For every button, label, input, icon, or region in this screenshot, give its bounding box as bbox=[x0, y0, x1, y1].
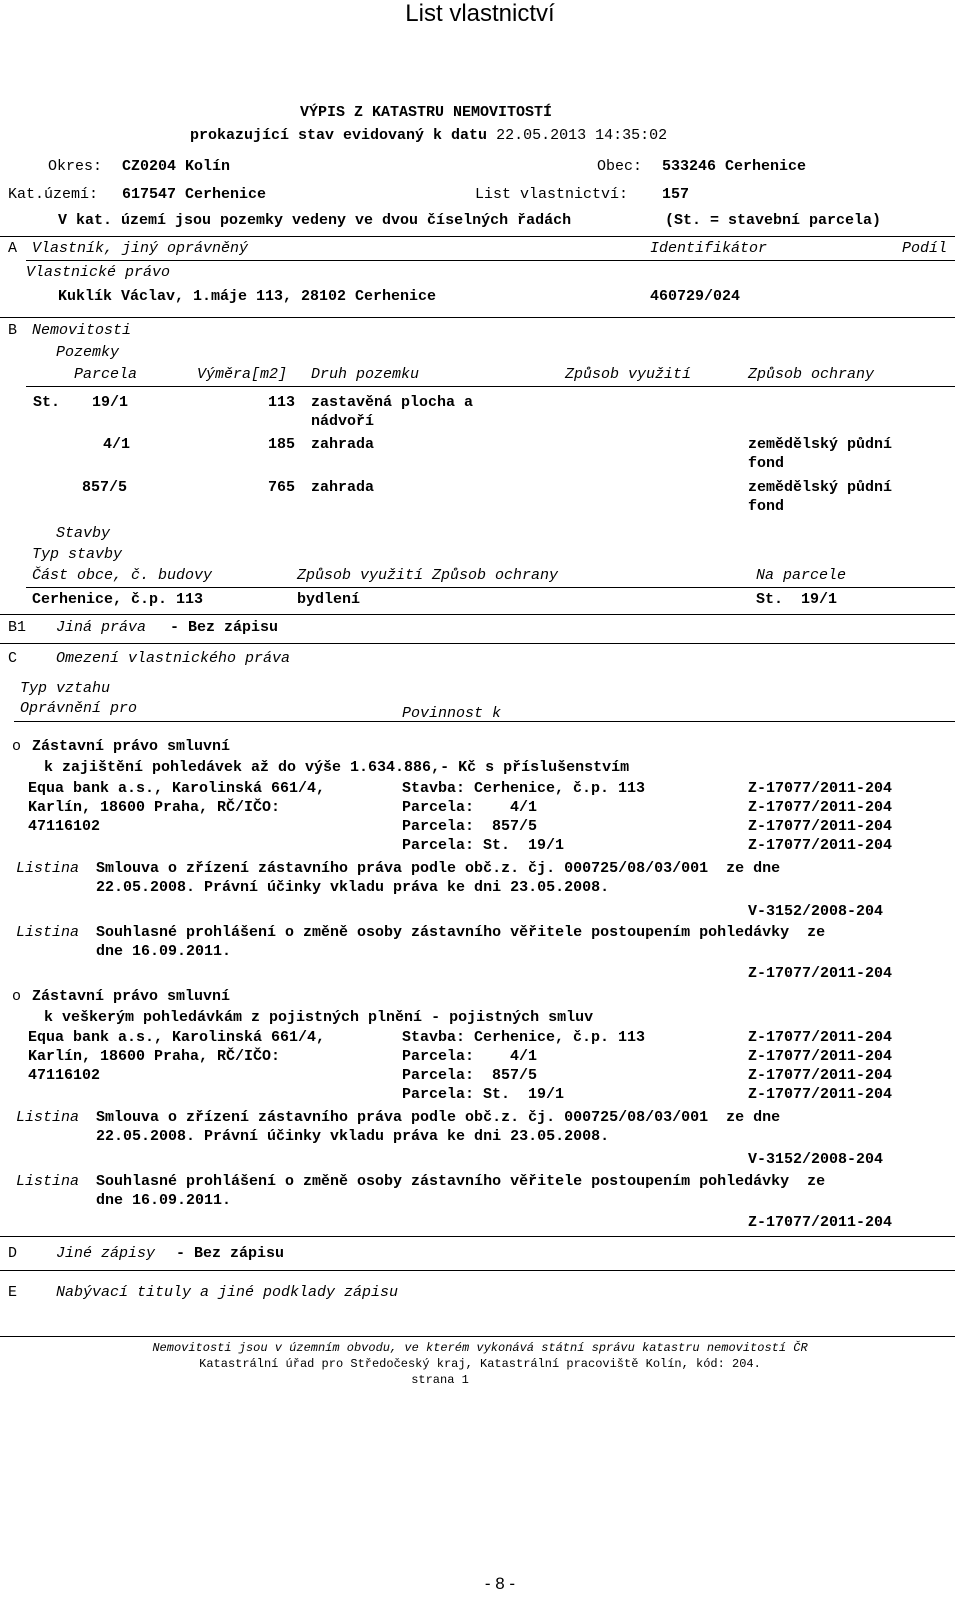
listina-text: dne 16.09.2011. bbox=[96, 943, 232, 960]
section-b1-value: - Bez zápisu bbox=[170, 619, 279, 636]
lien-title: Zástavní právo smluvní bbox=[32, 988, 231, 1005]
footer-line-2: Katastrální úřad pro Středočeský kraj, Katastrální pracoviště Kolín, kód: 204. bbox=[199, 1357, 761, 1371]
divider bbox=[26, 260, 955, 261]
object-line: Stavba: Cerhenice, č.p. 113 bbox=[402, 780, 646, 797]
section-d-title: Jiné zápisy bbox=[56, 1245, 156, 1262]
section-d-letter: D bbox=[8, 1245, 18, 1262]
listina-ref: V-3152/2008-204 bbox=[748, 903, 884, 920]
parcel-area: 765 bbox=[268, 479, 296, 496]
parcel-number: 19/1 bbox=[92, 394, 129, 411]
creditor-line: Karlín, 18600 Praha, RČ/IČO: bbox=[28, 1048, 281, 1065]
lien-detail: k veškerým pohledávkám z pojistných plnění - pojistných smluv bbox=[44, 1009, 594, 1026]
listina-text: Smlouva o zřízení zástavního práva podle obč.z. čj. 000725/08/03/001 ze dne bbox=[96, 860, 781, 877]
lien-detail: k zajištění pohledávek až do výše 1.634.886,- Kč s příslušenstvím bbox=[44, 759, 630, 776]
document-subtitle bbox=[190, 127, 667, 144]
divider bbox=[0, 236, 955, 237]
identifikator-header: Identifikátor bbox=[650, 240, 768, 257]
ref-number: Z-17077/2011-204 bbox=[748, 780, 893, 797]
section-b-letter: B bbox=[8, 322, 18, 339]
section-d-value: - Bez zápisu bbox=[176, 1245, 285, 1262]
listina-label: Listina bbox=[16, 924, 80, 941]
listina-text: dne 16.09.2011. bbox=[96, 1192, 232, 1209]
listina-text: Souhlasné prohlášení o změně osoby zástavního věřitele postoupením pohledávky ze bbox=[96, 1173, 826, 1190]
footer-line-1: Nemovitosti jsou v územním obvodu, ve kterém vykonává státní správu katastru nemovitostí ČR bbox=[152, 1341, 808, 1355]
bullet: o bbox=[12, 988, 22, 1005]
object-line: Stavba: Cerhenice, č.p. 113 bbox=[402, 1029, 646, 1046]
footer-line-3: strana 1 bbox=[411, 1373, 469, 1387]
typ-vztahu-label: Typ vztahu bbox=[20, 680, 111, 697]
listina-text: Smlouva o zřízení zástavního práva podle obč.z. čj. 000725/08/03/001 ze dne bbox=[96, 1109, 781, 1126]
ref-number: Z-17077/2011-204 bbox=[748, 799, 893, 816]
listina-ref: V-3152/2008-204 bbox=[748, 1151, 884, 1168]
numbering-note: V kat. území jsou pozemky vedeny ve dvou číselných řadách bbox=[58, 212, 572, 229]
parcel-ochrana: zemědělský půdní bbox=[748, 479, 893, 496]
listina-label: Listina bbox=[16, 1109, 80, 1126]
ref-number: Z-17077/2011-204 bbox=[748, 1086, 893, 1103]
ref-number: Z-17077/2011-204 bbox=[748, 1067, 893, 1084]
vyuziti-header: Způsob využití bbox=[565, 366, 692, 383]
bullet: o bbox=[12, 738, 22, 755]
object-line: Parcela: St. 19/1 bbox=[402, 1086, 565, 1103]
povinnost-label: Povinnost k bbox=[402, 705, 502, 722]
divider bbox=[0, 317, 955, 318]
obec-value: 533246 Cerhenice bbox=[662, 158, 807, 175]
section-c-title: Omezení vlastnického práva bbox=[56, 650, 291, 667]
section-e-title: Nabývací tituly a jiné podklady zápisu bbox=[56, 1284, 399, 1301]
parcel-druh-cont: nádvoří bbox=[311, 413, 375, 430]
divider bbox=[0, 643, 955, 644]
divider bbox=[26, 587, 955, 588]
divider bbox=[26, 386, 955, 387]
subtitle-prefix: prokazující stav evidovaný k datu bbox=[190, 127, 488, 144]
building-cast: Cerhenice, č.p. 113 bbox=[32, 591, 204, 608]
page-number: - 8 - bbox=[484, 1574, 516, 1593]
creditor-line: 47116102 bbox=[28, 1067, 101, 1084]
ochrana-header: Způsob ochrany bbox=[748, 366, 875, 383]
building-vyuziti: bydlení bbox=[297, 591, 361, 608]
lv-label: List vlastnictví: bbox=[475, 186, 629, 203]
divider bbox=[0, 1270, 955, 1271]
divider bbox=[14, 721, 955, 722]
opravneni-label: Oprávnění pro bbox=[20, 700, 138, 717]
building-parcela: St. 19/1 bbox=[756, 591, 838, 608]
ref-number: Z-17077/2011-204 bbox=[748, 818, 893, 835]
listina-ref: Z-17077/2011-204 bbox=[748, 965, 893, 982]
section-b1-title: Jiná práva bbox=[56, 619, 147, 636]
numbering-note-paren: (St. = stavební parcela) bbox=[665, 212, 882, 229]
katuzemi-value: 617547 Cerhenice bbox=[122, 186, 267, 203]
listina-ref: Z-17077/2011-204 bbox=[748, 1214, 893, 1231]
creditor-line: Equa bank a.s., Karolinská 661/4, bbox=[28, 780, 326, 797]
document-title: VÝPIS Z KATASTRU NEMOVITOSTÍ bbox=[300, 104, 553, 121]
podil-header: Podíl bbox=[902, 240, 948, 257]
creditor-line: Equa bank a.s., Karolinská 661/4, bbox=[28, 1029, 326, 1046]
creditor-line: 47116102 bbox=[28, 818, 101, 835]
listina-text: 22.05.2008. Právní účinky vkladu práva ke dni 23.05.2008. bbox=[96, 879, 610, 896]
cast-obce-header: Část obce, č. budovy bbox=[32, 567, 213, 584]
listina-label: Listina bbox=[16, 860, 80, 877]
section-b1-letter: B1 bbox=[8, 619, 27, 636]
object-line: Parcela: 4/1 bbox=[402, 799, 538, 816]
section-b-title: Nemovitosti bbox=[32, 322, 132, 339]
creditor-line: Karlín, 18600 Praha, RČ/IČO: bbox=[28, 799, 281, 816]
parcel-druh: zastavěná plocha a bbox=[311, 394, 474, 411]
divider bbox=[0, 614, 955, 615]
listina-text: Souhlasné prohlášení o změně osoby zástavního věřitele postoupením pohledávky ze bbox=[96, 924, 826, 941]
owner-id: 460729/024 bbox=[650, 288, 741, 305]
object-line: Parcela: 857/5 bbox=[402, 818, 538, 835]
section-e-letter: E bbox=[8, 1284, 18, 1301]
na-parcele-header: Na parcele bbox=[756, 567, 847, 584]
divider bbox=[0, 1336, 955, 1337]
parcel-area: 113 bbox=[268, 394, 296, 411]
parcel-area: 185 bbox=[268, 436, 296, 453]
lv-value: 157 bbox=[662, 186, 690, 203]
section-c-letter: C bbox=[8, 650, 18, 667]
parcel-number: 857/5 bbox=[82, 479, 128, 496]
section-a-letter: A bbox=[8, 240, 18, 257]
okres-label: Okres: bbox=[48, 158, 103, 175]
ref-number: Z-17077/2011-204 bbox=[748, 1029, 893, 1046]
okres-value: CZ0204 Kolín bbox=[122, 158, 231, 175]
ref-number: Z-17077/2011-204 bbox=[748, 1048, 893, 1065]
obec-label: Obec: bbox=[597, 158, 643, 175]
section-a-title: Vlastník, jiný oprávněný bbox=[32, 240, 249, 257]
object-line: Parcela: 4/1 bbox=[402, 1048, 538, 1065]
listina-text: 22.05.2008. Právní účinky vkladu práva ke dni 23.05.2008. bbox=[96, 1128, 610, 1145]
lien-title: Zástavní právo smluvní bbox=[32, 738, 231, 755]
ref-number: Z-17077/2011-204 bbox=[748, 837, 893, 854]
listina-label: Listina bbox=[16, 1173, 80, 1190]
parcel-number: 4/1 bbox=[103, 436, 131, 453]
subtitle-date: 22.05.2013 14:35:02 bbox=[496, 127, 668, 144]
owner-name: Kuklík Václav, 1.máje 113, 28102 Cerhenice bbox=[58, 288, 437, 305]
parcel-prefix: St. bbox=[33, 394, 61, 411]
vlastnicke-pravo-heading: Vlastnické právo bbox=[26, 264, 171, 281]
vyuziti-ochrana-header: Způsob využití Způsob ochrany bbox=[297, 567, 559, 584]
object-line: Parcela: 857/5 bbox=[402, 1067, 538, 1084]
parcel-ochrana-cont: fond bbox=[748, 498, 785, 515]
object-line: Parcela: St. 19/1 bbox=[402, 837, 565, 854]
parcel-ochrana: zemědělský půdní bbox=[748, 436, 893, 453]
typ-stavby-label: Typ stavby bbox=[32, 546, 123, 563]
druh-header: Druh pozemku bbox=[311, 366, 420, 383]
parcel-ochrana-cont: fond bbox=[748, 455, 785, 472]
parcel-druh: zahrada bbox=[311, 479, 375, 496]
vymera-header: Výměra[m2] bbox=[197, 366, 288, 383]
parcela-header: Parcela bbox=[74, 366, 138, 383]
parcel-druh: zahrada bbox=[311, 436, 375, 453]
stavby-label: Stavby bbox=[56, 525, 111, 542]
pozemky-label: Pozemky bbox=[56, 344, 120, 361]
page-title: List vlastnictví bbox=[405, 0, 555, 27]
katuzemi-label: Kat.území: bbox=[8, 186, 99, 203]
divider bbox=[0, 1236, 955, 1237]
